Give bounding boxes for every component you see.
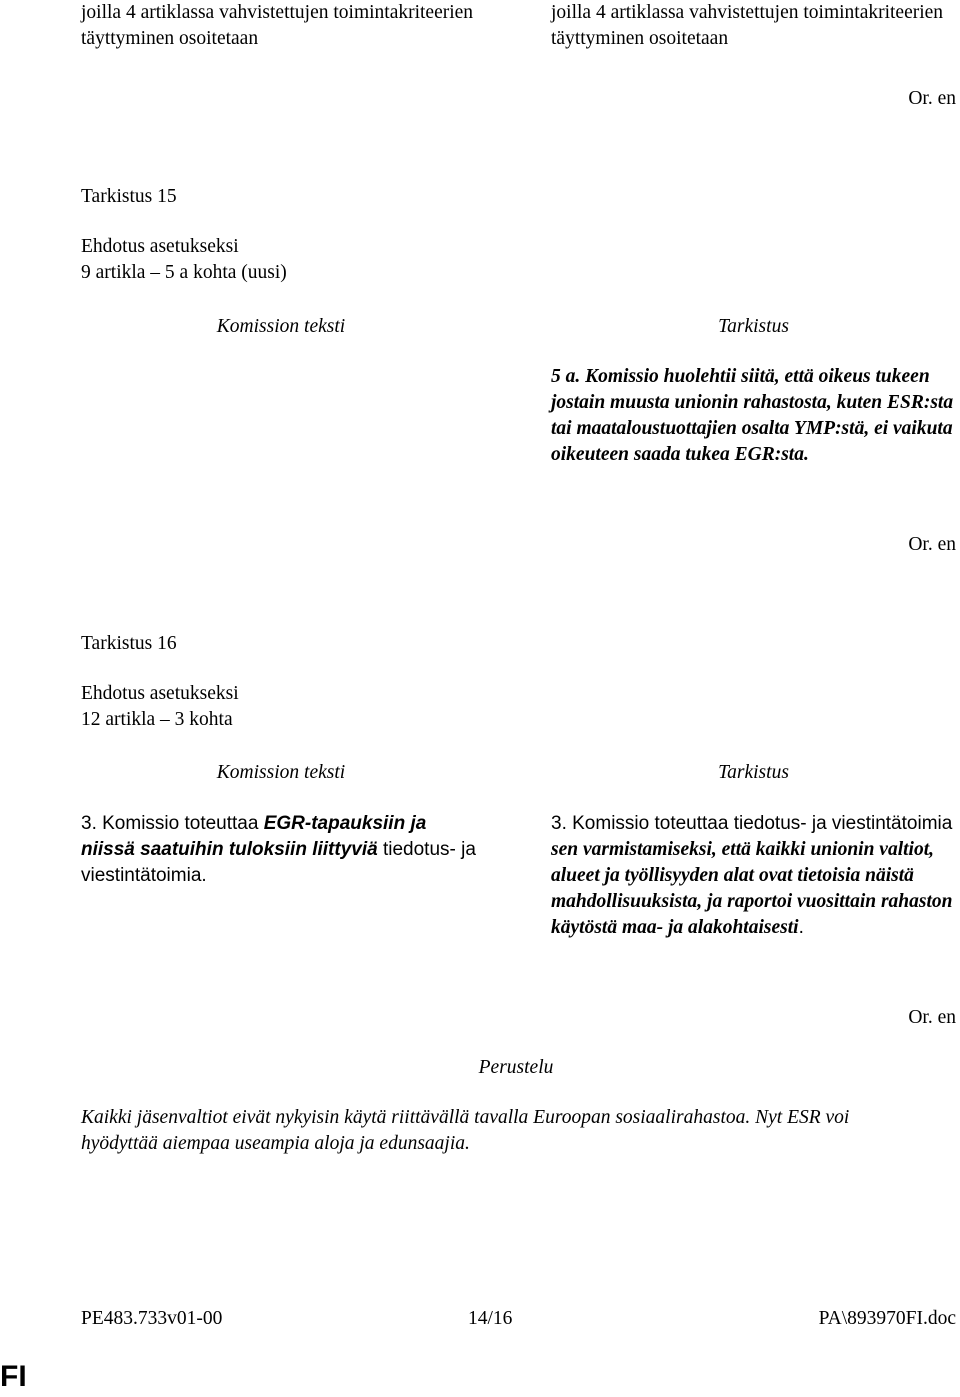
commission-text-plain-end: tiedotus- ja viestintätoimia. — [81, 839, 476, 886]
amendment-header: Tarkistus — [718, 316, 789, 337]
amendment-text: 5 a. Komissio huolehtii siitä, että oikeus tukeen jostain muusta unionin rahastosta, kuten ESR:sta tai maataloustuottajien osalta YMP:stä, ei vaikuta oikeuteen saada tukea EGR:sta. — [551, 366, 954, 465]
commission-text-plain: 3. Komissio toteuttaa — [81, 813, 264, 834]
commission-text — [81, 811, 481, 889]
amendment-text-added: sen varmistamiseksi, että kaikki unionin valtiot, alueet ja työllisyyden alat ovat tietoisia näistä mahdollisuuksista, ja raportoi vuosittain rahaston käytöstä maa- ja alakohtaisesti — [551, 839, 953, 938]
original-language-note: Or. en — [908, 1007, 956, 1028]
justification-header: Perustelu — [478, 1057, 554, 1078]
file-name: PA\893970FI.doc — [818, 1308, 956, 1329]
amendment-text — [551, 811, 956, 941]
article-reference: 12 artikla – 3 kohta — [81, 709, 233, 730]
top-right-text: joilla 4 artiklassa vahvistettujen toimintakriteerien täyttyminen osoitetaan — [551, 2, 944, 49]
commission-text-header: Komission teksti — [216, 762, 346, 783]
amendment-header: Tarkistus — [718, 762, 789, 783]
original-language-note: Or. en — [908, 534, 956, 555]
amendment-text-plain: 3. Komissio toteuttaa tiedotus- ja viestintätoimia — [551, 813, 953, 834]
original-language-note: Or. en — [908, 88, 956, 109]
top-left-text: joilla 4 artiklassa vahvistettujen toimintakriteerien täyttyminen osoitetaan — [81, 2, 474, 49]
page-number: 14/16 — [468, 1308, 513, 1329]
article-reference: 9 artikla – 5 a kohta (uusi) — [81, 262, 287, 283]
document-reference: PE483.733v01-00 — [81, 1308, 223, 1329]
commission-text-deleted: EGR-tapauksiin ja niissä saatuihin tuloksiin liittyviä — [81, 813, 427, 860]
amendment-text-plain-end: . — [798, 917, 804, 938]
proposal-label: Ehdotus asetukseksi — [81, 683, 239, 704]
amendment-title: Tarkistus 15 — [81, 186, 177, 207]
commission-text-header: Komission teksti — [216, 316, 346, 337]
language-code: FI — [0, 1360, 27, 1393]
amendment-title: Tarkistus 16 — [81, 633, 177, 654]
proposal-label: Ehdotus asetukseksi — [81, 236, 239, 257]
justification-text: Kaikki jäsenvaltiot eivät nykyisin käytä riittävällä tavalla Euroopan sosiaalirahastoa. Nyt ESR voi hyödyttää aiempaa useampia aloja ja edunsaajia. — [81, 1107, 850, 1154]
